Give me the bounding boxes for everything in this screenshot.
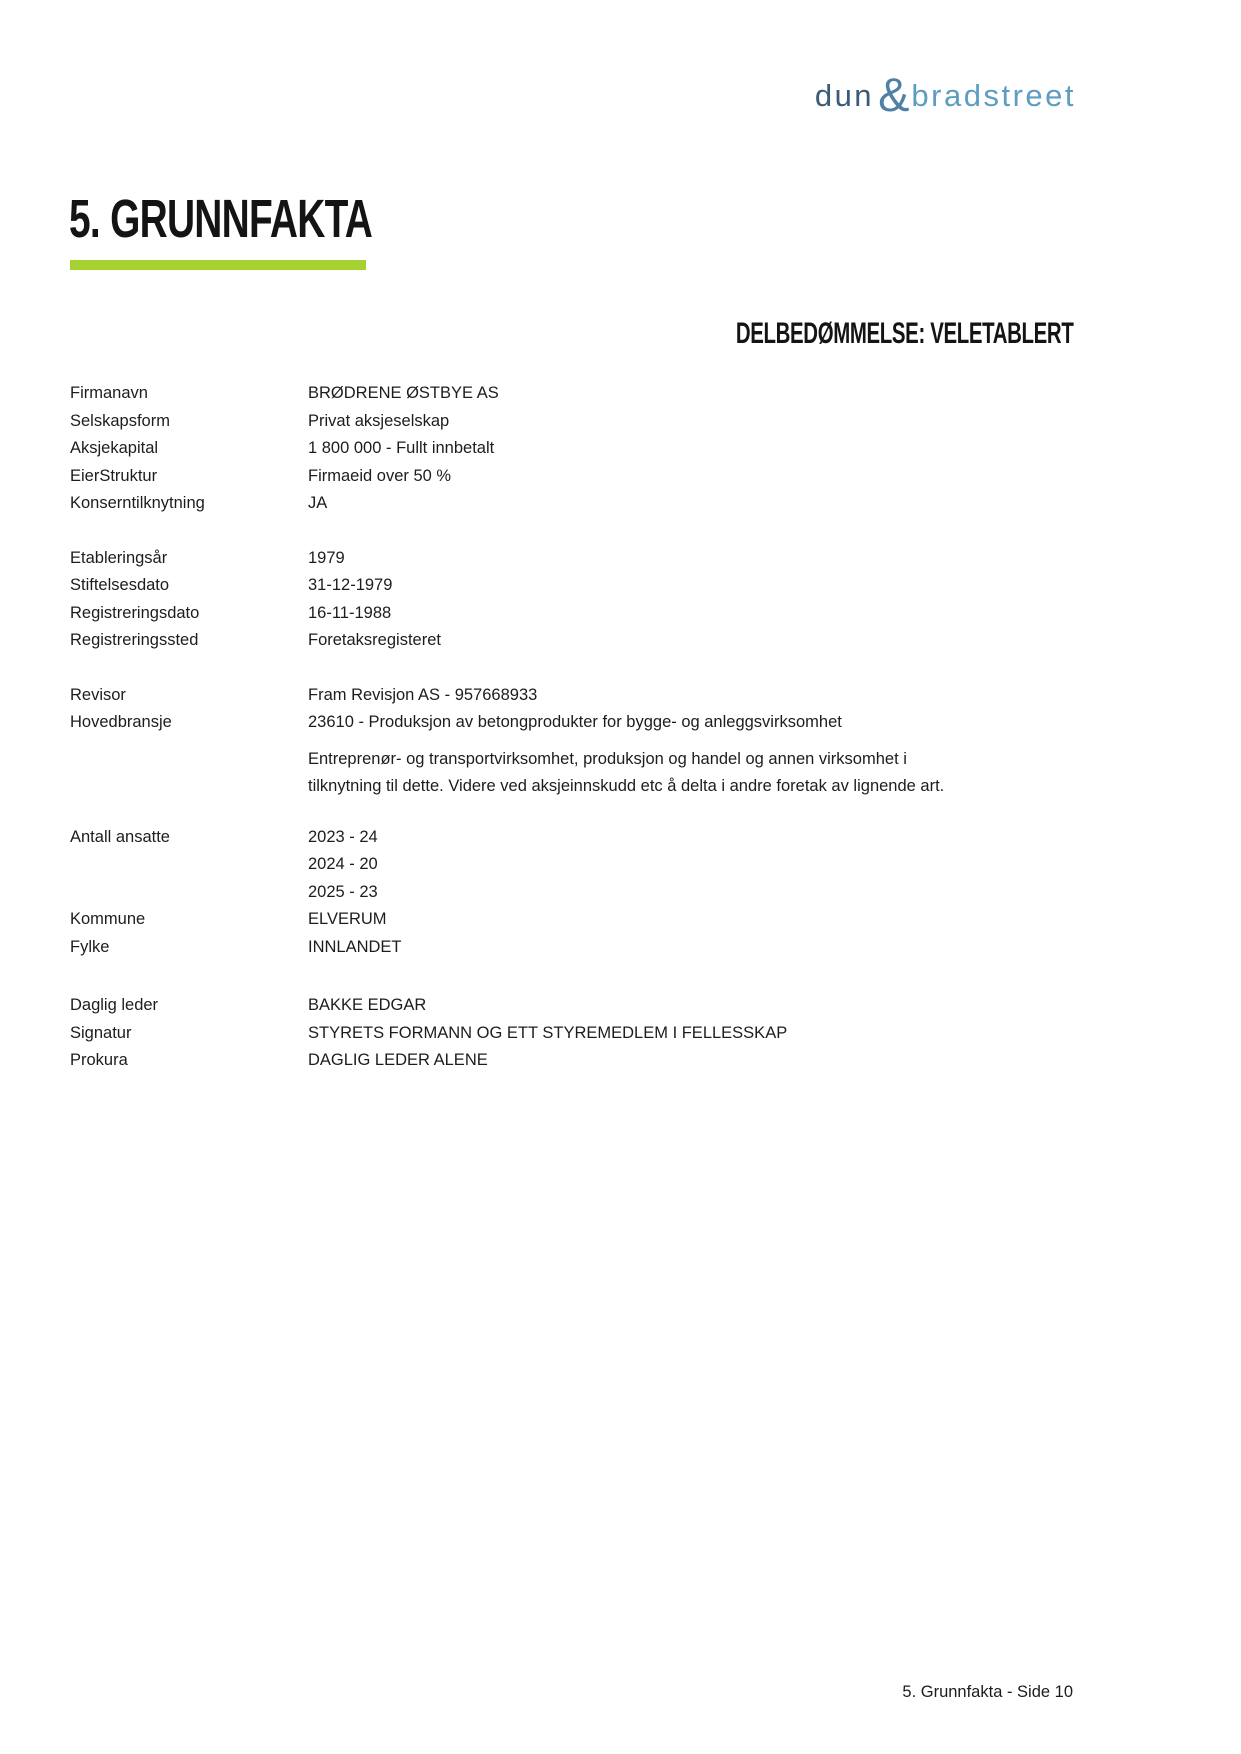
fact-label: Registreringsdato: [70, 603, 200, 622]
fact-row: [70, 906, 1080, 934]
fact-label: Etableringsår: [70, 548, 168, 567]
fact-label: Daglig leder: [70, 996, 159, 1014]
fact-value: 23610 - Produksjon av betongprodukter for bygge- og anleggsvirksomhet: [308, 713, 842, 731]
fact-row: [70, 627, 1080, 655]
fact-value: ELVERUM: [308, 910, 387, 928]
fact-value: JA: [308, 494, 328, 512]
fact-row: [70, 463, 1080, 491]
fact-row: [70, 1020, 1080, 1048]
fact-row: [70, 490, 1080, 518]
business-description-line: Entreprenør- og transportvirksomhet, produksjon og handel og annen virksomhet i: [308, 749, 907, 768]
fact-label: Konserntilknytning: [70, 494, 205, 512]
fact-label: Signatur: [70, 1023, 132, 1042]
fact-value: Foretaksregisteret: [308, 631, 441, 649]
fact-label: Stiftelsesdato: [70, 576, 170, 594]
fact-label: EierStruktur: [70, 466, 158, 485]
fact-value: 1 800 000 - Fullt innbetalt: [308, 439, 495, 457]
fact-label: Selskapsform: [70, 411, 170, 430]
fact-label: Kommune: [70, 910, 146, 928]
fact-block-employees-location: [70, 824, 1080, 962]
assessment-heading: DELBEDØMMELSE: VELETABLERT: [735, 317, 1073, 350]
page-title: 5. GRUNNFAKTA: [69, 189, 373, 249]
title-accent-bar: [70, 260, 366, 270]
fact-label: Revisor: [70, 685, 126, 704]
fact-value: 2025 - 23: [308, 882, 378, 901]
fact-block-management: [70, 992, 1080, 1075]
fact-row: [70, 851, 1080, 879]
fact-label: Firmanavn: [70, 384, 148, 402]
page-footer: 5. Grunnfakta - Side 10: [902, 1683, 1073, 1701]
fact-value: 16-11-1988: [308, 603, 392, 622]
fact-row: [70, 545, 1080, 573]
fact-label: Prokura: [70, 1051, 128, 1069]
fact-value: 1979: [308, 548, 345, 567]
fact-row: [70, 682, 1080, 710]
fact-label: [70, 851, 308, 879]
fact-value: DAGLIG LEDER ALENE: [308, 1051, 488, 1069]
fact-label: Registreringssted: [70, 631, 199, 649]
business-description-line: tilknytning til dette. Videre ved aksjeinnskudd etc å delta i andre foretak av lignende art.: [308, 777, 945, 795]
business-description: [308, 746, 1080, 801]
fact-label: Hovedbransje: [70, 713, 172, 731]
fact-value: Fram Revisjon AS - 957668933: [308, 685, 538, 704]
logo-word-dun: dun: [814, 78, 875, 113]
fact-value: 31-12-1979: [308, 576, 393, 594]
fact-value: BRØDRENE ØSTBYE AS: [308, 384, 499, 402]
fact-row: [70, 824, 1080, 852]
fact-row: [70, 435, 1080, 463]
fact-row: [70, 408, 1080, 436]
fact-value: BAKKE EDGAR: [308, 996, 427, 1014]
dun-bradstreet-logo: [814, 66, 1076, 121]
fact-value: 2023 - 24: [308, 827, 378, 846]
fact-label: Aksjekapital: [70, 439, 159, 457]
fact-value: STYRETS FORMANN OG ETT STYREMEDLEM I FELLESSKAP: [308, 1023, 788, 1042]
fact-row: [70, 934, 1080, 962]
fact-value: Firmaeid over 50 %: [308, 466, 452, 485]
fact-value: Privat aksjeselskap: [308, 411, 450, 430]
fact-row: [70, 879, 1080, 907]
logo-ampersand-icon: &: [878, 68, 910, 121]
fact-value: 2024 - 20: [308, 855, 378, 873]
fact-label: Antall ansatte: [70, 827, 170, 846]
fact-row: [70, 380, 1080, 408]
fact-block-dates: [70, 545, 1080, 655]
fact-row: [70, 1047, 1080, 1075]
fact-row: [70, 600, 1080, 628]
fact-row: [70, 709, 1080, 737]
facts-section: [70, 380, 1080, 1075]
fact-label: Fylke: [70, 937, 110, 956]
fact-row: [70, 572, 1080, 600]
fact-label: [70, 879, 308, 907]
fact-value: INNLANDET: [308, 937, 402, 956]
fact-block-company: [70, 380, 1080, 518]
fact-block-business: [70, 682, 1080, 801]
fact-row: [70, 992, 1080, 1020]
logo-word-bradstreet: bradstreet: [911, 78, 1076, 113]
